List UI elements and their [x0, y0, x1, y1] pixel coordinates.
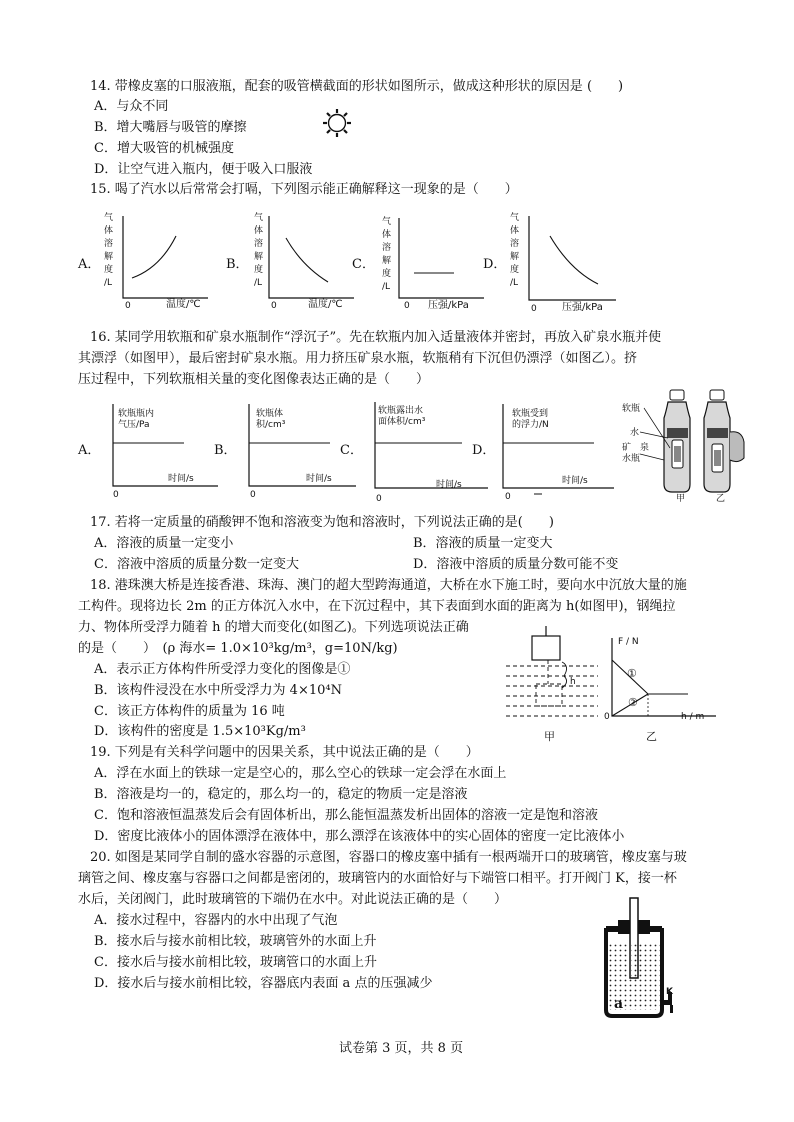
q15-graph-b-ylabel: 气 体 溶 解 度 /L [254, 213, 264, 288]
q15-graph-a-ylabel: 气 体 溶 解 度 /L [104, 213, 114, 288]
q15-label-a: A． [78, 257, 101, 272]
q16-graph-b-ylabel-1: 软瓶体 [256, 409, 284, 419]
q20-stem-line-2: 璃管之间、橡皮塞与容器口之间都是密闭的，玻璃管内的水面恰好与下端管口相平。打开阀门 K，接一杯 [78, 871, 677, 886]
q16-graph-d [500, 402, 616, 494]
q17-stem: 17. 若将一定质量的硝酸钾不饱和溶液变为饱和溶液时，下列说法正确的是( ) [90, 515, 554, 530]
q16-graph-a-ylabel-1: 软瓶瓶内 [118, 409, 155, 419]
q20-option-c: C．接水后与接水前相比较，玻璃管口的水面上升 [94, 955, 377, 970]
q16-graph-d-origin: 0 [505, 492, 511, 502]
q20-option-d: D．接水后与接水前相比较，容器底内表面 a 点的压强减少 [94, 976, 433, 991]
q18-stem-line-1: 18. 港珠澳大桥是连接香港、珠海、澳门的超大型跨海通道，大桥在水下施工时，要向水中沉放大量的施 [90, 578, 687, 593]
q15-graph-c-ylabel: 气 体 溶 解 度 /L [382, 217, 392, 292]
q15-label-d: D． [483, 257, 507, 272]
q16-label-b: B． [214, 443, 237, 458]
q16-stem-line-2: 其漂浮（如图甲），最后密封矿泉水瓶。用力挤压矿泉水瓶，软瓶稍有下沉但仍漂浮（如图乙）。挤 [78, 351, 638, 366]
q20-point-a-label: a [614, 996, 624, 1012]
q15-graph-d [526, 212, 618, 306]
bottles-label-mineral: 矿 泉 [622, 443, 650, 453]
q18-figure-jia [504, 626, 600, 724]
q16-label-c: C． [340, 443, 363, 458]
q19-option-c: C．饱和溶液恒温蒸发后会有固体析出，那么能恒温蒸发析出固体的溶液一定是饱和溶液 [94, 808, 598, 823]
q16-graph-a-origin: 0 [113, 490, 119, 500]
q16-graph-c-xlabel: 时间/s [436, 480, 462, 490]
q15-graph-a-xlabel: 温度/℃ [166, 299, 201, 310]
q16-graph-d-ylabel-1: 软瓶受到 [512, 409, 549, 419]
q17-option-c: C．溶液中溶质的质量分数一定变大 [94, 557, 299, 572]
q17-option-b: B．溶液的质量一定变大 [413, 536, 553, 551]
q20-option-a: A．接水过程中，容器内的水中出现了气泡 [94, 913, 338, 928]
q15-graph-a [120, 212, 210, 304]
q15-graph-c-xlabel: 压强/kPa [428, 300, 469, 311]
q16-graph-b-ylabel-2: 积/cm³ [256, 420, 286, 430]
bottles-caption-yi: 乙 [716, 494, 726, 504]
bottles-caption-jia: 甲 [676, 494, 686, 504]
straw-cross-section-figure [322, 108, 352, 138]
q15-graph-b [266, 212, 356, 304]
q18-line-1 [612, 660, 688, 694]
q15-graph-b-origin: 0 [271, 301, 277, 311]
q17-option-d: D．溶液中溶质的质量分数可能不变 [413, 557, 619, 572]
q18-figure-yi-xlabel: h / m [681, 712, 705, 722]
q16-graph-b-origin: 0 [250, 490, 256, 500]
q15-graph-d-ylabel: 气 体 溶 解 度 /L [510, 213, 520, 288]
q16-stem-line-1: 16. 某同学用软瓶和矿泉水瓶制作“浮沉子”。先在软瓶内加入适量液体并密封，再放入矿泉水瓶并使 [90, 330, 662, 345]
q20-stem-line-1: 20. 如图是某同学自制的盛水容器的示意图，容器口的橡皮塞中插有一根两端开口的玻璃管，橡皮塞与玻 [90, 850, 687, 865]
q15-curve-b [286, 238, 328, 282]
q18-figure-yi-line1-label: ① [627, 667, 637, 680]
q14-stem: 14. 带橡皮塞的口服液瓶，配套的吸管横截面的形状如图所示，做成这种形状的原因是 ( ) [90, 79, 624, 94]
q19-option-b: B．溶液是均一的，稳定的，那么均一的，稳定的物质一定是溶液 [94, 787, 468, 802]
q15-label-b: B． [226, 257, 249, 272]
q15-graph-c-origin: 0 [404, 301, 410, 311]
q19-option-d: D．密度比液体小的固体漂浮在液体中，那么漂浮在该液体中的实心固体的密度一定比液体小 [94, 829, 625, 844]
q16-stem-line-3: 压过程中，下列软瓶相关量的变化图像表达正确的是（ ） [78, 372, 430, 387]
q16-graph-c-ylabel-2: 面体积/cm³ [378, 417, 426, 427]
bottles-label-water: 水 [630, 428, 640, 438]
q15-curve-a [132, 236, 176, 278]
q18-option-c: C．该正方体构件的质量为 16 吨 [94, 704, 285, 719]
q18-figure-yi-origin: 0 [604, 712, 610, 722]
q19-option-a: A．浮在水面上的铁球一定是空心的，那么空心的铁球一定会浮在水面上 [94, 766, 507, 781]
q18-figure-jia-caption: 甲 [544, 730, 555, 743]
q16-graph-c-origin: 0 [376, 494, 382, 504]
q16-graph-b-xlabel: 时间/s [306, 474, 332, 484]
q15-graph-c [396, 214, 486, 304]
q18-figure-yi-ylabel: F / N [618, 637, 639, 647]
q18-figure-yi-line2-label: ② [628, 696, 638, 709]
q18-stem-line-3: 力、物体所受浮力随着 h 的增大而变化(如图乙)。下列选项说法正确 [78, 620, 469, 635]
q16-graph-c-ylabel-1: 软瓶露出水 [378, 406, 424, 416]
q15-graph-d-origin: 0 [531, 304, 537, 314]
q14-option-d: D．让空气进入瓶内，便于吸入口服液 [94, 162, 313, 177]
q15-label-c: C． [352, 257, 375, 272]
q16-graph-a-xlabel: 时间/s [168, 474, 194, 484]
q18-figure-yi [608, 636, 718, 720]
q15-graph-b-xlabel: 温度/℃ [308, 299, 343, 310]
q19-stem: 19. 下列是有关科学问题中的因果关系，其中说法正确的是（ ） [90, 745, 479, 760]
q20-stem-line-3: 水后，关闭阀门，此时玻璃管的下端仍在水中。对此说法正确的是（ ） [78, 892, 508, 907]
q16-label-d: D． [472, 443, 496, 458]
q15-graph-a-origin: 0 [125, 301, 131, 311]
q15-stem: 15. 喝了汽水以后常常会打嗝，下列图示能正确解释这一现象的是（ ） [90, 182, 518, 197]
q16-graph-d-ylabel-2: 的浮力/N [512, 420, 549, 430]
q14-option-b: B．增大嘴唇与吸管的摩擦 [94, 120, 247, 135]
q16-label-a: A． [78, 443, 101, 458]
q18-option-a: A．表示正方体构件所受浮力变化的图像是① [94, 662, 351, 677]
q14-option-c: C．增大吸管的机械强度 [94, 141, 234, 156]
page-footer: 试卷第 3 页，共 8 页 [339, 1041, 464, 1056]
q15-curve-d [550, 236, 598, 284]
q18-figure-jia-h: h [570, 677, 576, 687]
q18-figure-yi-caption: 乙 [646, 730, 657, 743]
q18-stem-line-2: 工构件。现将边长 2m 的正方体沉入水中，在下沉过程中，其下表面到水面的距离为 h(如图甲)，钢绳拉 [78, 599, 676, 614]
q16-graph-d-xlabel: 时间/s [562, 476, 588, 486]
q17-option-a: A．溶液的质量一定变小 [94, 536, 234, 551]
q16-graph-a [110, 402, 220, 492]
q15-graph-d-xlabel: 压强/kPa [562, 302, 603, 313]
q20-valve-k-label: K [666, 987, 673, 997]
q20-container-figure [598, 898, 678, 1022]
bottles-label-mineral-2: 水瓶 [622, 454, 641, 464]
q18-option-b: B．该构件浸没在水中所受浮力为 4×10⁴N [94, 683, 342, 698]
q20-option-b: B．接水后与接水前相比较，玻璃管外的水面上升 [94, 934, 377, 949]
bottles-label-soft-bottle: 软瓶 [622, 404, 641, 414]
q16-graph-a-ylabel-2: 气压/Pa [118, 420, 150, 430]
q18-option-d: D．该构件的密度是 1.5×10³Kg/m³ [94, 724, 306, 739]
q18-stem-line-4: 的是（ ） (ρ 海水= 1.0×10³kg/m³，g=10N/kg) [78, 641, 398, 656]
q14-option-a: A．与众不同 [94, 99, 169, 114]
